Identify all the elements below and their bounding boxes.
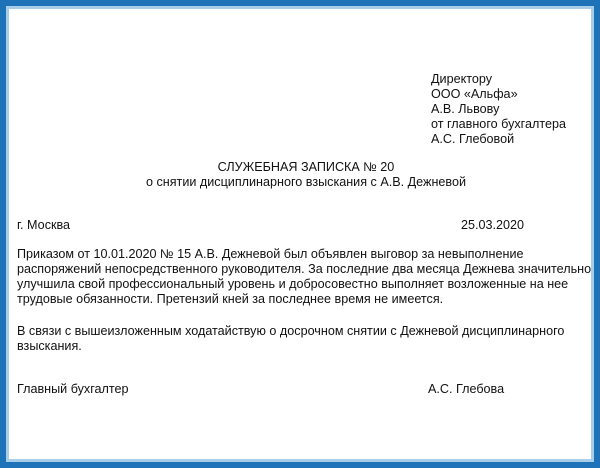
memo-title-block <box>15 160 597 190</box>
addressee-block <box>431 72 600 147</box>
addressee-line: от главного бухгалтера <box>431 117 566 131</box>
memo-subject: о снятии дисциплинарного взыскания с А.В. Дежневой <box>145 175 466 189</box>
addressee-line: А.С. Глебовой <box>431 132 515 146</box>
paragraph-line: распоряжений непосредственного руководителя. За последние два месяца Дежнева значительно <box>17 262 592 276</box>
signature-name: А.С. Глебова <box>428 382 505 396</box>
addressee-line: Директору <box>431 72 493 86</box>
paragraph-2 <box>17 324 583 354</box>
paragraph-line: В связи с вышеизложенным ходатайствую о досрочном снятии с Дежневой дисциплинарного <box>17 324 565 338</box>
paragraph-line: Приказом от 10.01.2020 № 15 А.В. Дежневой был объявлен выговор за невыполнение <box>17 247 524 261</box>
memo-document <box>15 15 597 465</box>
memo-heading: СЛУЖЕБНАЯ ЗАПИСКА № 20 <box>217 160 395 174</box>
addressee-line: ООО «Альфа» <box>431 87 518 101</box>
addressee-line: А.В. Львову <box>431 102 500 116</box>
paragraph-1 <box>17 247 592 307</box>
place: г. Москва <box>17 218 71 232</box>
date: 25.03.2020 <box>461 218 525 232</box>
signature-position: Главный бухгалтер <box>17 382 129 396</box>
paragraph-line: улучшила свой профессиональный уровень и добросовестно выполняет возложенные на нее <box>17 277 569 291</box>
paragraph-line: трудовые обязанности. Претензий кней за последнее время не имеется. <box>17 292 444 306</box>
paragraph-line: взыскания. <box>17 339 82 353</box>
